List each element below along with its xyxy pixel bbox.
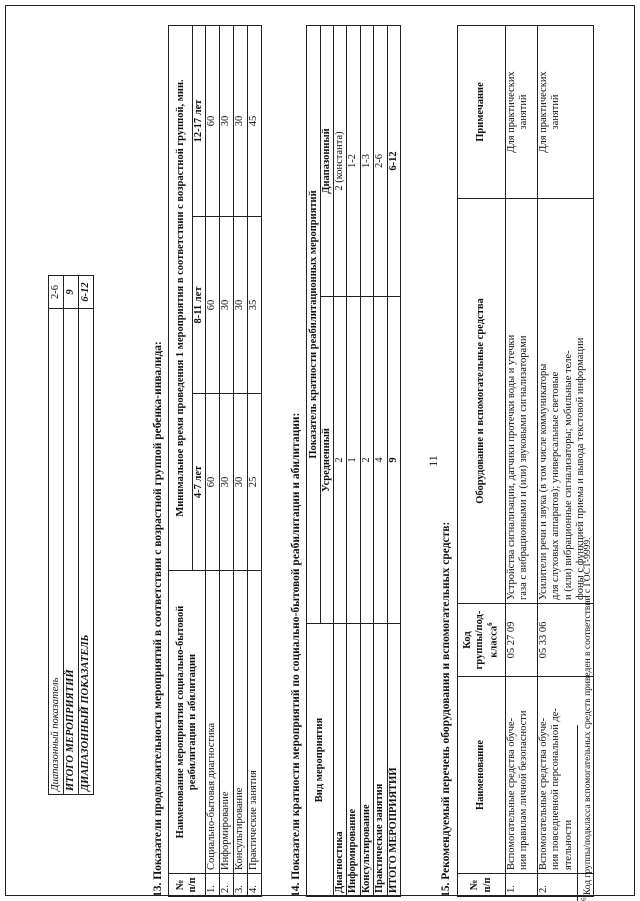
range-value: 1-3 xyxy=(360,26,373,297)
column-header-name: Наименование xyxy=(458,677,506,874)
duration-value: 30 xyxy=(220,26,234,217)
table-row xyxy=(206,26,220,897)
code-header-line: Код xyxy=(461,631,473,649)
column-header-note: Примечание xyxy=(458,26,506,199)
average-value: 1 xyxy=(347,297,360,624)
table-row xyxy=(506,26,538,897)
footnote-text: Код группы/подкласса вспомогательных средств приведен в соответствии с ГОСТ-9999. xyxy=(583,537,594,898)
activity-type: Информирование xyxy=(347,624,360,897)
duration-value: 60 xyxy=(206,394,220,571)
table-row xyxy=(49,276,64,795)
average-value: 4 xyxy=(374,297,387,624)
text-line: Вспомогательные средства обуче- xyxy=(538,717,549,870)
activity-type: Диагностика xyxy=(334,624,347,897)
summary-label: Диапазонный показатель xyxy=(49,309,64,795)
multiplicity-table xyxy=(306,25,401,897)
activity-name: Информирование xyxy=(220,571,234,874)
group-code: 05 27 09 xyxy=(506,604,538,677)
table-row xyxy=(220,26,234,897)
column-header-number: № п/п xyxy=(458,874,506,897)
duration-table xyxy=(168,25,262,897)
duration-value: 30 xyxy=(234,394,248,571)
footnote-marker: 6 xyxy=(486,622,495,626)
column-header-number: № п/п xyxy=(169,874,206,897)
age-group-header: 12-17 лет xyxy=(193,26,206,217)
summary-label: ИТОГО МЕРОПРИЯТИЙ xyxy=(64,309,79,795)
code-header-text: класса xyxy=(488,625,500,658)
row-number: 2. xyxy=(538,874,594,897)
activity-name: Социально-бытовая диагностика xyxy=(206,571,220,874)
equipment-note xyxy=(506,26,538,199)
text-line: фоны с функцией приема и вывода текстовой информации xyxy=(575,337,587,600)
duration-value: 30 xyxy=(220,217,234,394)
text-line: занятий xyxy=(518,94,530,130)
summary-table xyxy=(48,275,94,795)
text-line: Устройства сигнализации, датчики протечки воды и утечки xyxy=(506,334,517,600)
column-header-range: Диапазонный xyxy=(321,26,334,297)
table-row xyxy=(79,276,94,795)
column-header-min-time: Минимальное время проведения 1 мероприятия в соответствии с возрастной группой, мин. xyxy=(169,26,193,571)
text-line: Для практических xyxy=(506,71,517,153)
group-code: 05 33 06 xyxy=(538,604,594,677)
column-header-multiplicity: Показатель кратности реабилитационных мероприятий xyxy=(307,26,321,624)
duration-value: 35 xyxy=(248,217,262,394)
duration-value: 30 xyxy=(234,217,248,394)
duration-value: 25 xyxy=(248,394,262,571)
range-value: 6-12 xyxy=(387,26,400,297)
range-value: 1-2 xyxy=(347,26,360,297)
range-value: 2-6 xyxy=(374,26,387,297)
table-row xyxy=(458,26,506,897)
table-row xyxy=(347,26,360,897)
text-line: Усилители речи и звука (в том числе коммуникаторы xyxy=(538,363,549,600)
row-number: 4. xyxy=(248,874,262,897)
table-row xyxy=(334,26,347,897)
footnote-divider xyxy=(577,725,578,901)
duration-value: 60 xyxy=(206,26,220,217)
range-value: 2 (константа) xyxy=(334,26,347,297)
column-header-activity: Наименование мероприятия социально-бытовой реабилитации и абилитации xyxy=(169,571,206,874)
section-14-heading: 14. Показатели кратности мероприятий по социально-бытовой реабилитации и абилитации: xyxy=(290,412,302,897)
table-row xyxy=(360,26,373,897)
rotated-document-page xyxy=(40,20,600,901)
column-header-activity-type: Вид мероприятия xyxy=(307,624,334,897)
text-line: Вспомогательные средства обуче- xyxy=(506,717,517,870)
table-row xyxy=(64,276,79,795)
activity-type-total: ИТОГО МЕРОПРИЯТИЙ xyxy=(387,624,400,897)
summary-value: 2-6 xyxy=(49,276,64,309)
equipment-purpose xyxy=(506,677,538,874)
summary-value: 9 xyxy=(64,276,79,309)
average-value: 2 xyxy=(360,297,373,624)
text-line: газа с вибрационными и (или) звуковыми сигнализаторами xyxy=(518,335,530,600)
average-value: 9 xyxy=(387,297,400,624)
row-number: 1. xyxy=(506,874,538,897)
footnote xyxy=(580,538,594,901)
text-line: и (или) вибрационные сигнализаторы; мобильные теле- xyxy=(562,350,574,600)
age-group-header: 8-11 лет xyxy=(193,217,206,394)
equipment-note xyxy=(538,26,594,199)
column-header-code xyxy=(458,604,506,677)
section-13-heading: 13. Показатели продолжительности мероприятий в соответствии с возрастной группой ребенка-инвалида: xyxy=(152,341,164,897)
row-number: 2. xyxy=(220,874,234,897)
text-line: ния правилам личной безопасности xyxy=(518,710,530,870)
age-group-header: 4-7 лет xyxy=(193,394,206,571)
average-value: 2 xyxy=(334,297,347,624)
activity-name: Практические занятия xyxy=(248,571,262,874)
table-row xyxy=(307,26,321,897)
text-line: для слуховых аппаратов); универсальные световые xyxy=(550,371,562,600)
text-line: ния повседневной персональной де- xyxy=(550,708,562,870)
column-header-equipment: Оборудование и вспомогательные средства xyxy=(458,199,506,604)
summary-label: ДИАПАЗОННЫЙ ПОКАЗАТЕЛЬ xyxy=(79,309,94,795)
code-header-line: группы/под- xyxy=(474,610,486,670)
table-row xyxy=(234,26,248,897)
equipment-table xyxy=(457,25,594,897)
table-row xyxy=(374,26,387,897)
duration-value: 60 xyxy=(206,217,220,394)
row-number: 1. xyxy=(206,874,220,897)
summary-value: 6-12 xyxy=(79,276,94,309)
column-header-average: Усредненный xyxy=(321,297,334,624)
table-row xyxy=(169,26,193,897)
code-header-line xyxy=(486,607,501,673)
table-row xyxy=(387,26,400,897)
text-line: ятельности xyxy=(562,819,574,870)
text-line: занятий xyxy=(550,94,562,130)
duration-value: 30 xyxy=(220,394,234,571)
section-15-heading: 15. Рекомендуемый перечень оборудования и вспомогательных средств: xyxy=(440,521,452,897)
footnote-number: 6 xyxy=(580,897,588,901)
duration-value: 30 xyxy=(234,26,248,217)
text-line: Для практических xyxy=(538,71,549,153)
row-number: 3. xyxy=(234,874,248,897)
duration-value: 45 xyxy=(248,26,262,217)
activity-name: Консультирование xyxy=(234,571,248,874)
activity-type: Практические занятия xyxy=(374,624,387,897)
table-row xyxy=(248,26,262,897)
equipment-description xyxy=(506,199,538,604)
activity-type: Консультирование xyxy=(360,624,373,897)
page-number: 11 xyxy=(426,455,440,467)
